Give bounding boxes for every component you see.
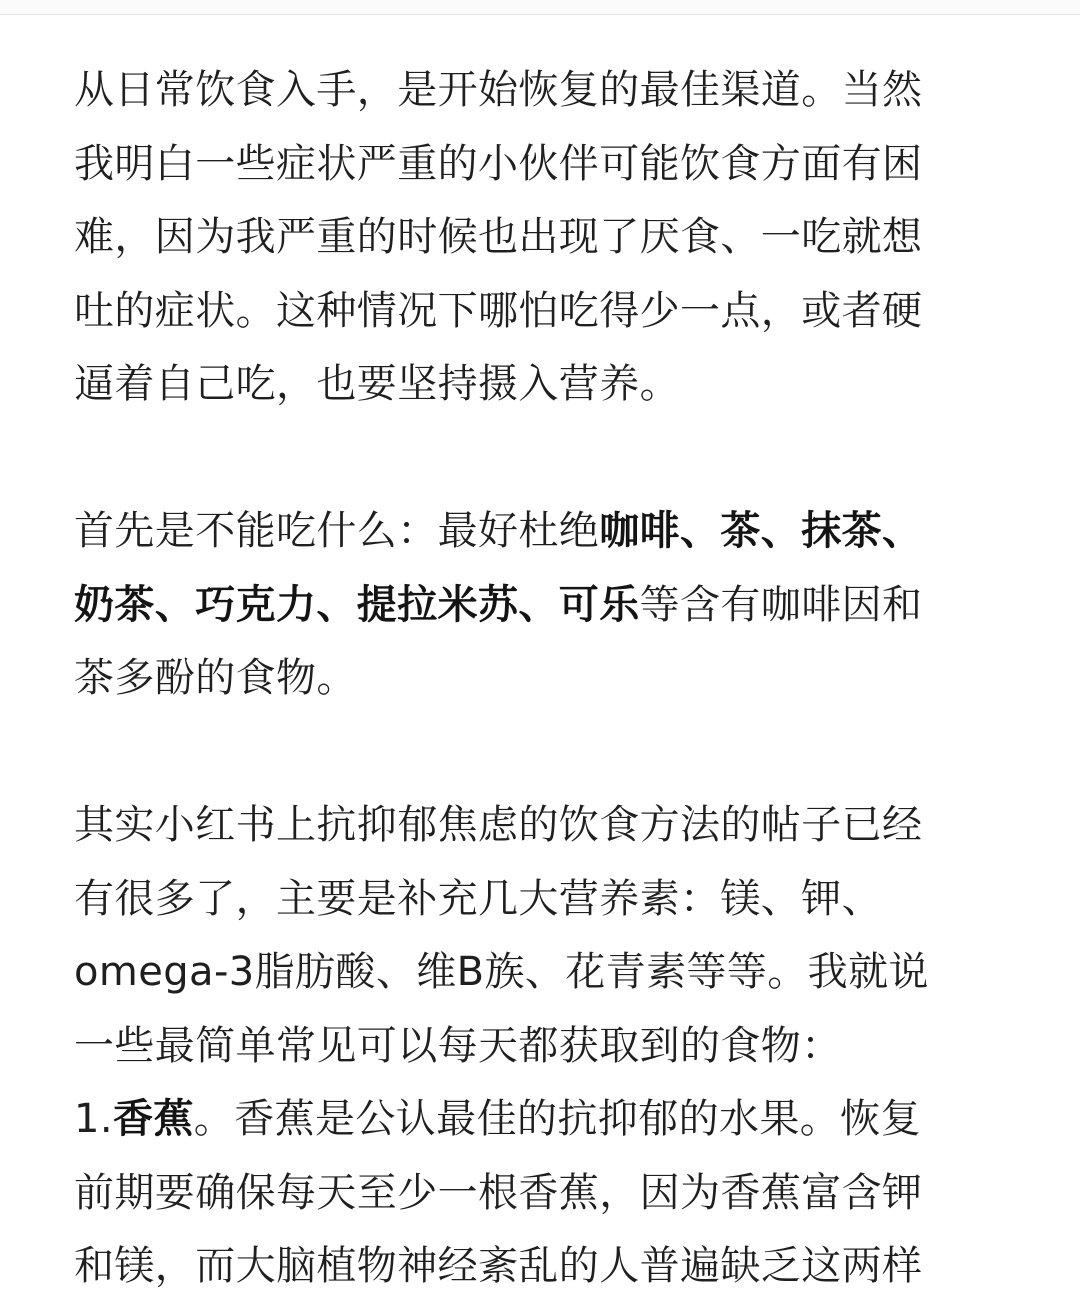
text-line: 其实小红书上抗抑郁焦虑的饮食方法的帖子已经	[74, 802, 923, 848]
text-line: 从日常饮食入手，是开始恢复的最佳渠道。当然	[74, 67, 923, 113]
paragraph-spacer	[74, 422, 994, 496]
bold-text-run: 香蕉	[112, 1096, 194, 1142]
paragraph-2	[74, 495, 994, 716]
bold-text-run: 咖啡、茶、抹茶、	[599, 508, 923, 554]
text-line: 茶多酚的食物。	[74, 655, 357, 701]
text-line: 我明白一些症状严重的小伙伴可能饮食方面有困	[74, 140, 923, 187]
text-line	[74, 569, 994, 643]
list-item-banana	[74, 1083, 994, 1157]
text-run: 。香蕉是公认最佳的抗抑郁的水果。恢复	[193, 1096, 921, 1142]
text-line: 逼着自己吃，也要坚持摄入营养。	[74, 361, 680, 407]
paragraph-3	[74, 789, 994, 1304]
text-run: 等含有咖啡因和	[639, 581, 923, 628]
text-line: omega-3脂肪酸、维B族、花青素等等。我就说	[74, 949, 929, 995]
top-divider	[0, 0, 1080, 15]
text-line: 有很多了，主要是补充几大营养素：镁、钾、	[74, 875, 882, 922]
list-number: 1.	[74, 1096, 113, 1142]
text-line: 吐的症状。这种情况下哪怕吃得少一点，或者硬	[74, 287, 923, 334]
text-run: 首先是不能吃什么：最好杜绝	[74, 508, 600, 554]
article-body	[74, 54, 994, 1304]
paragraph-spacer	[74, 716, 994, 790]
text-line	[74, 495, 994, 569]
text-line: 和镁，而大脑植物神经紊乱的人普遍缺乏这两样	[74, 1243, 923, 1289]
text-line: 难，因为我严重的时候也出现了厌食、一吃就想	[74, 214, 923, 260]
paragraph-1	[74, 54, 994, 422]
text-line: 一些最简单常见可以每天都获取到的食物：	[74, 1022, 842, 1069]
bold-text-run: 奶茶、巧克力、提拉米苏、可乐	[74, 581, 640, 628]
text-line: 前期要确保每天至少一根香蕉，因为香蕉富含钾	[74, 1169, 923, 1216]
